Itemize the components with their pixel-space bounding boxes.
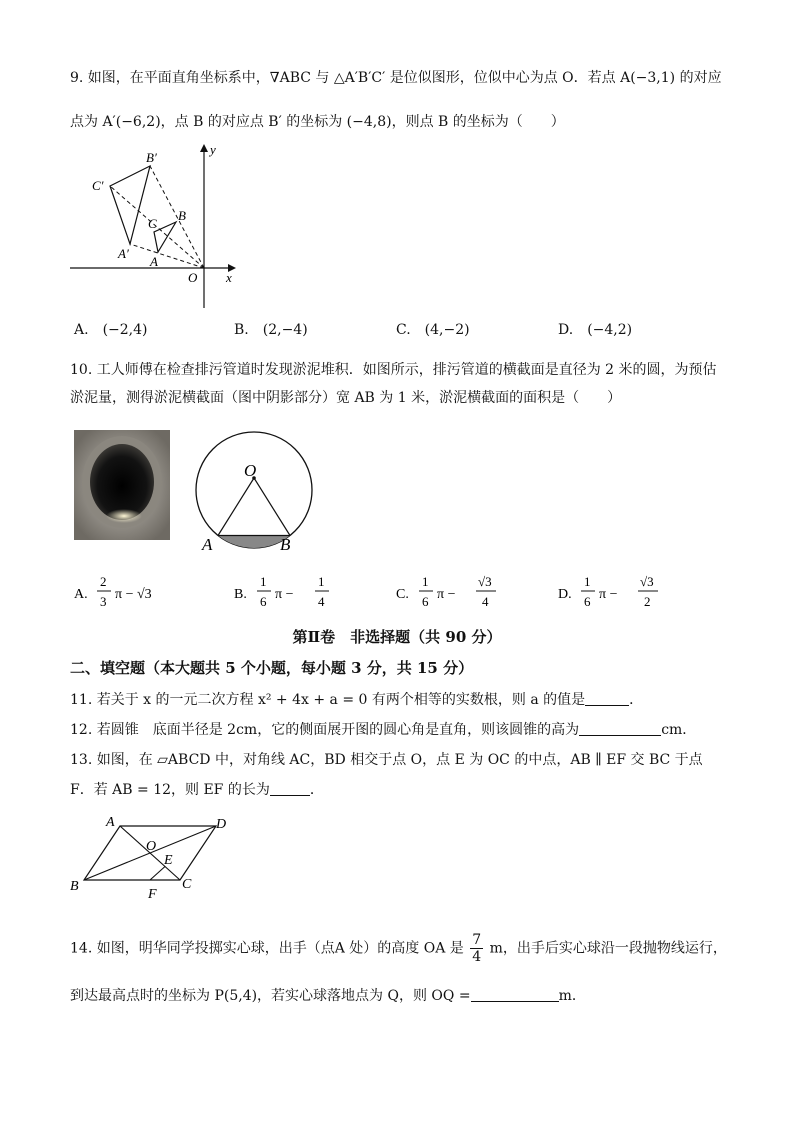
- q13-text-after: ．: [309, 782, 324, 798]
- q13-text-line1: 13. 如图，在 ▱ABCD 中，对角线 AC，BD 相交于点 O，点 E 为 OC 的中点，AB ∥ EF 交 BC 于点: [70, 752, 703, 768]
- svg-text:π −: π −: [437, 587, 456, 602]
- label-b: B: [280, 535, 291, 554]
- option-letter: D.: [558, 322, 574, 338]
- svg-text:2: 2: [100, 574, 107, 589]
- q14-line2-before: 到达最高点时的坐标为 P(5,4)，若实心球落地点为 Q，则 OQ =: [70, 988, 471, 1004]
- label-a2: A′: [118, 246, 129, 261]
- option-letter: A.: [74, 322, 89, 338]
- svg-text:6: 6: [260, 594, 267, 609]
- label-o: O: [146, 839, 157, 854]
- q10-option-d[interactable]: [558, 574, 658, 609]
- svg-text:1: 1: [260, 574, 267, 589]
- svg-text:π −: π −: [275, 587, 294, 602]
- option-text: (2,−4): [262, 322, 308, 338]
- q14-text-before: 14. 如图，明华同学投掷实心球，出手（点A 处）的高度 OA 是: [70, 940, 464, 957]
- q11-answer-blank[interactable]: [585, 691, 629, 706]
- label-d: D: [216, 817, 227, 832]
- label-e: E: [164, 853, 173, 868]
- q14-text-after: m，出手后实心球沿一段抛物线运行，: [489, 940, 727, 957]
- svg-text:B.: B.: [234, 587, 247, 602]
- label-b: B: [70, 879, 79, 894]
- section2-title: 第Ⅱ卷 非选择题（共 90 分）: [292, 628, 502, 646]
- triangle-abc: [154, 222, 176, 252]
- svg-text:3: 3: [100, 594, 107, 609]
- q13-text-before: F．若 AB = 12，则 EF 的长为: [70, 782, 270, 798]
- q14-line2-after: m．: [558, 988, 586, 1004]
- label-b: B: [178, 208, 186, 223]
- q10-text-line1: 10. 工人师傅在检查排污管道时发现淤泥堆积．如图所示，排污管道的横截面是直径为 2 米的圆，为预估: [70, 362, 717, 378]
- option-text: (4,−2): [424, 322, 470, 338]
- label-a: A: [202, 535, 213, 554]
- label-c: C: [148, 216, 157, 231]
- q14-answer-blank[interactable]: [471, 987, 559, 1002]
- q10-options: [70, 572, 730, 616]
- triangle-a2b2c2: [110, 166, 150, 244]
- q9-option-a[interactable]: [74, 320, 147, 340]
- label-o: O: [188, 270, 198, 285]
- y-axis-arrow: [200, 144, 208, 152]
- label-a: A: [150, 254, 158, 269]
- q10-option-a[interactable]: [74, 574, 152, 609]
- option-text: (−2,4): [102, 322, 148, 338]
- q13-answer-blank[interactable]: [270, 781, 310, 796]
- label-o: O: [244, 461, 257, 480]
- q14-text-line1: [70, 932, 727, 965]
- q11-text-after: ．: [629, 692, 644, 708]
- q13-parallelogram-figure: [66, 812, 246, 902]
- svg-text:2: 2: [644, 594, 651, 609]
- q10-option-b[interactable]: [234, 574, 329, 609]
- svg-text:1: 1: [584, 574, 591, 589]
- q13-text-line2: [70, 780, 324, 800]
- section2-subtitle: 二、填空题（本大题共 5 个小题，每小题 3 分，共 15 分）: [70, 659, 474, 677]
- svg-text:6: 6: [422, 594, 429, 609]
- q9-option-b[interactable]: [234, 320, 308, 340]
- label-y: y: [210, 142, 216, 157]
- svg-text:√3: √3: [640, 574, 654, 589]
- q9-text-line2: 点为 A′(−6,2)，点 B 的对应点 B′ 的坐标为 (−4,8)，则点 B 的坐标为（ ）: [70, 114, 565, 130]
- q9-figure: [68, 142, 268, 312]
- q10-option-c[interactable]: [396, 574, 496, 609]
- q14-fraction: [470, 932, 483, 965]
- label-b2: B′: [146, 150, 157, 165]
- label-a: A: [106, 815, 115, 830]
- q10-circle-figure: [182, 424, 332, 574]
- q11-text-before: 11. 若关于 x 的一元二次方程 x² + 4x + a = 0 有两个相等的实数根，则 a 的值是: [70, 692, 586, 708]
- option-text: (−4,2): [587, 322, 633, 338]
- q14-frac-num: 7: [472, 932, 482, 948]
- pipe-circle: [196, 432, 312, 548]
- svg-text:4: 4: [318, 594, 325, 609]
- q12-text-before: 12. 若圆锥 底面半径是 2cm，它的侧面展开图的圆心角是直角，则该圆锥的高为: [70, 722, 580, 738]
- svg-text:4: 4: [482, 594, 489, 609]
- q14-text-line2: [70, 986, 586, 1006]
- q12-answer-blank[interactable]: [579, 721, 661, 736]
- segment-ef: [150, 867, 165, 881]
- option-letter: B.: [234, 322, 249, 338]
- q10-text-line2: 淤泥量，测得淤泥横截面（图中阴影部分）宽 AB 为 1 米，淤泥横截面的面积是（ ）: [70, 390, 622, 406]
- label-c2: C′: [92, 178, 104, 193]
- label-x: x: [226, 270, 232, 285]
- q11-text: [70, 690, 643, 710]
- svg-text:D.: D.: [558, 587, 572, 602]
- label-c: C: [182, 877, 192, 892]
- q12-text-after: cm．: [661, 722, 697, 738]
- q9-text-line1: 9. 如图，在平面直角坐标系中，∇ABC 与 △A′B′C′ 是位似图形，位似中心为点 O．若点 A(−3,1) 的对应: [70, 70, 722, 86]
- svg-text:6: 6: [584, 594, 591, 609]
- svg-text:π −: π −: [599, 587, 618, 602]
- pipe-photo: [74, 430, 170, 540]
- option-letter: C.: [396, 322, 411, 338]
- svg-text:C.: C.: [396, 587, 409, 602]
- svg-text:√3: √3: [478, 574, 492, 589]
- label-f: F: [148, 887, 157, 902]
- svg-text:A.: A.: [74, 587, 88, 602]
- svg-text:1: 1: [422, 574, 429, 589]
- q14-frac-den: 4: [472, 949, 482, 965]
- q12-text: [70, 720, 696, 740]
- q9-option-d[interactable]: [558, 320, 632, 340]
- q9-option-c[interactable]: [396, 320, 470, 340]
- svg-text:1: 1: [318, 574, 325, 589]
- svg-text:π − √3: π − √3: [115, 587, 152, 602]
